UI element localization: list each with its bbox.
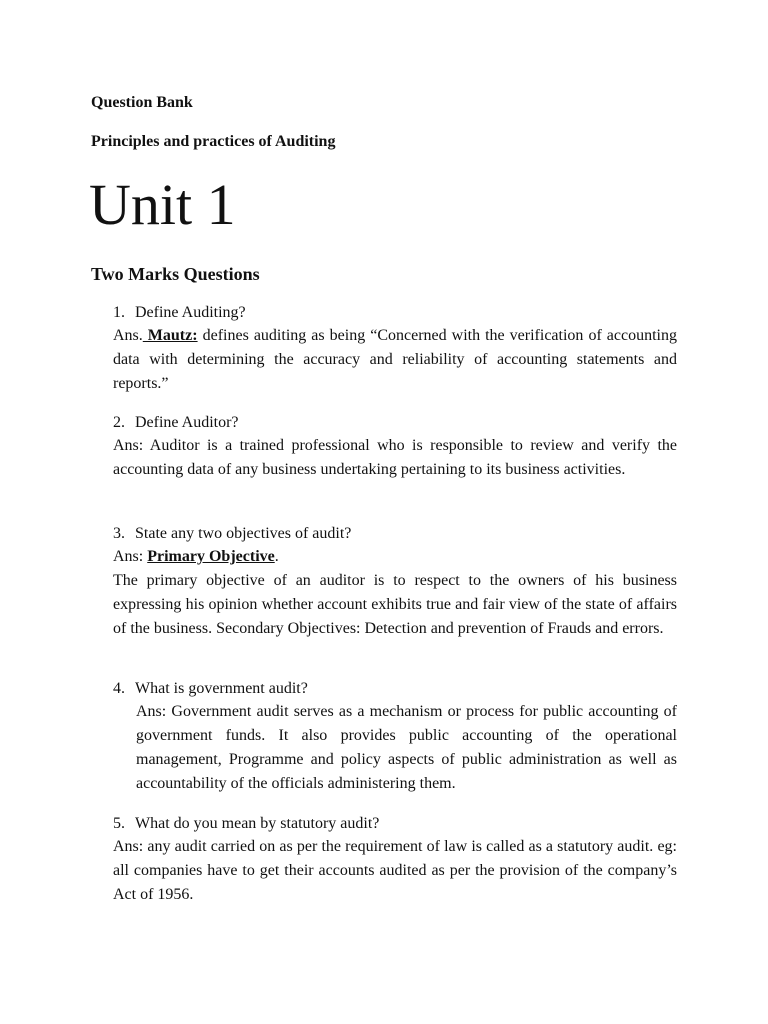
answer-prefix: Ans. — [113, 327, 143, 344]
question-line — [113, 678, 677, 700]
question-number: 1. — [113, 304, 125, 321]
question-line — [113, 813, 677, 835]
question-number: 2. — [113, 414, 125, 431]
question-text: Define Auditor? — [135, 414, 239, 431]
question-item — [113, 412, 677, 482]
question-text: State any two objectives of audit? — [135, 525, 352, 542]
document-title: Question Bank — [91, 94, 193, 111]
question-item — [113, 813, 677, 907]
question-line — [113, 523, 677, 545]
answer-text: Ans: any audit carried on as per the requirement of law is called as a statutory audit. eg: all companies have to get their accounts audited as per the provision of the company’s Act of 1956. — [113, 838, 677, 903]
question-item — [113, 523, 677, 641]
question-text: Define Auditing? — [135, 304, 246, 321]
answer-text — [113, 324, 677, 396]
unit-heading: Unit 1 — [89, 172, 236, 237]
answer-suffix: . — [274, 548, 279, 565]
question-number: 4. — [113, 680, 125, 697]
question-item — [113, 678, 677, 796]
question-text: What do you mean by statutory audit? — [135, 815, 380, 832]
question-line — [113, 412, 677, 434]
answer-body: The primary objective of an auditor is to respect to the owners of his business expressing his opinion whether account exhibits true and fair view of the state of affairs of the business. Secondary Objectives: Detection and prevention of Frauds and errors. — [113, 572, 677, 637]
answer-body: defines auditing as being “Concerned with the verification of accounting data with determining the accuracy and reliability of accounting statements and reports.” — [113, 327, 677, 392]
question-number: 5. — [113, 815, 125, 832]
document-subtitle: Principles and practices of Auditing — [91, 133, 336, 150]
answer-emphasis: Mautz: — [142, 327, 198, 344]
question-text: What is government audit? — [135, 680, 308, 697]
answer-prefix: Ans: — [113, 548, 148, 565]
question-line — [113, 302, 677, 324]
answer-heading — [113, 545, 677, 569]
section-heading: Two Marks Questions — [91, 264, 260, 284]
question-item — [113, 302, 677, 396]
answer-emphasis: Primary Objective — [147, 548, 275, 565]
answer-text: Ans: Government audit serves as a mechanism or process for public accounting of government funds. It also provides public accounting of the operational management, Programme and policy aspects of public administration as well as accountability of the officials administering them. — [136, 703, 677, 792]
answer-text: Ans: Auditor is a trained professional who is responsible to review and verify the accounting data of any business undertaking pertaining to its business activities. — [113, 437, 677, 478]
question-number: 3. — [113, 525, 125, 542]
